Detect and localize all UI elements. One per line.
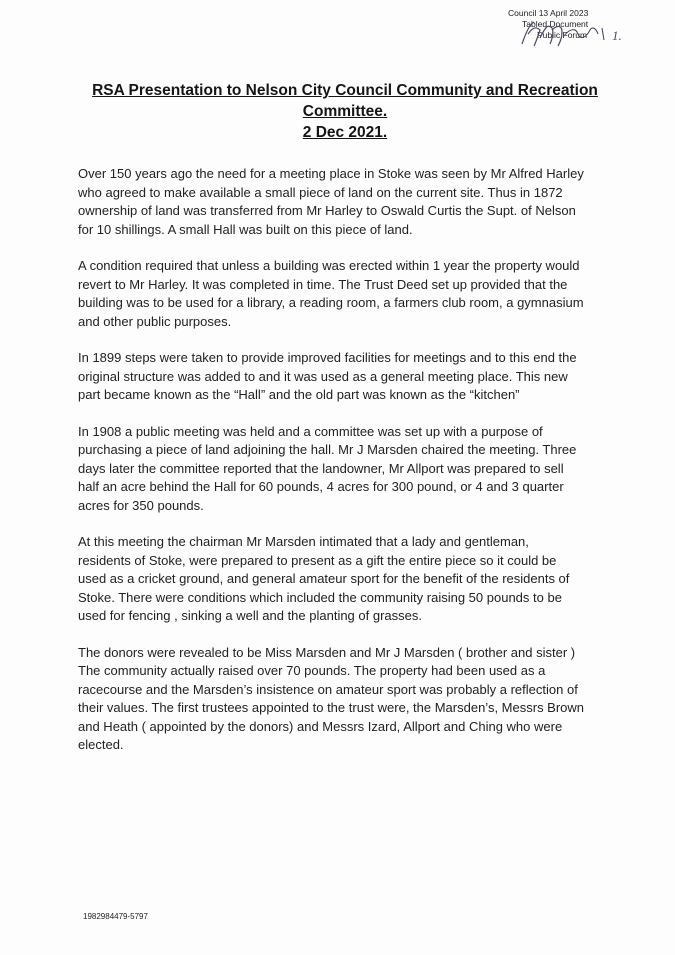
paragraph-line: The community actually raised over 70 pounds. The property had been used as a bbox=[78, 663, 546, 678]
paragraph-line: days later the committee reported that the landowner, Mr Allport was prepared to sell bbox=[78, 460, 564, 476]
paragraph-line: and Heath ( appointed by the donors) and Messrs Izard, Allport and Ching who were bbox=[78, 718, 563, 734]
paragraph-line: part became known as the “Hall” and the old part was known as the “kitchen” bbox=[78, 387, 520, 402]
stamp-line-tabled: Tabled Document bbox=[522, 19, 589, 29]
page-number: 1. bbox=[612, 28, 622, 43]
handwritten-signature bbox=[518, 18, 622, 50]
paragraph-line: racecourse and the Marsden’s insistence on amateur sport was probably a reflection of bbox=[78, 681, 578, 697]
paragraph-line: elected. bbox=[78, 737, 124, 752]
paragraph-line: their values. The first trustees appointed to the trust were, the Marsden’s, Messrs Brown bbox=[78, 700, 585, 715]
paragraph-line: original structure was added to and it was used as a general meeting place. This new bbox=[78, 368, 568, 384]
paragraph-line: At this meeting the chairman Mr Marsden intimated that a lady and gentleman, bbox=[78, 534, 529, 549]
paragraph-line: ownership of land was transferred from Mr Harley to Oswald Curtis the Supt. of Nelson bbox=[78, 203, 576, 218]
paragraph-line: building was to be used for a library, a reading room, a farmers club room, a gymnasium bbox=[78, 295, 584, 310]
paragraph-line: Stoke. There were conditions which included the community raising 50 pounds to be bbox=[78, 589, 562, 605]
paragraph-line: The donors were revealed to be Miss Marsden and Mr J Marsden ( brother and sister ) bbox=[78, 644, 576, 660]
paragraph-line: In 1908 a public meeting was held and a committee was set up with a purpose of bbox=[78, 423, 543, 439]
paragraph-line: who agreed to make available a small piece of land on the current site. Thus in 1872 bbox=[78, 184, 563, 200]
paragraph bbox=[78, 644, 623, 755]
paragraph-line: acres for 350 pounds. bbox=[78, 497, 204, 513]
stamp-line-forum: Public Forum bbox=[537, 30, 588, 40]
title-line-2: Committee. bbox=[302, 103, 388, 120]
paragraph-line: residents of Stoke, were prepared to present as a gift the entire piece so it could be bbox=[78, 552, 557, 568]
paragraph bbox=[78, 257, 623, 331]
document-body bbox=[78, 165, 623, 773]
title-line-1: RSA Presentation to Nelson City Council Community and Recreation bbox=[92, 82, 598, 99]
paragraph bbox=[78, 349, 623, 405]
document-id: 1982984479-5797 bbox=[83, 912, 148, 921]
paragraph-line: and other public purposes. bbox=[78, 313, 232, 329]
paragraph bbox=[78, 165, 623, 239]
paragraph-line: half an acre behind the Hall for 60 pounds, 4 acres for 300 pound, or 4 and 3 quarter bbox=[78, 479, 564, 494]
paragraph bbox=[78, 423, 623, 516]
paragraph-line: A condition required that unless a building was erected within 1 year the property would bbox=[78, 258, 580, 273]
paragraph-line: In 1899 steps were taken to provide improved facilities for meetings and to this end the bbox=[78, 350, 577, 365]
paragraph-line: revert to Mr Harley. It was completed in time. The Trust Deed set up provided that the bbox=[78, 276, 568, 292]
paragraph-line: Over 150 years ago the need for a meeting place in Stoke was seen by Mr Alfred Harley bbox=[78, 166, 584, 181]
paragraph-line: purchasing a piece of land adjoining the hall. Mr J Marsden chaired the meeting. Three bbox=[78, 442, 577, 457]
document-title bbox=[60, 80, 630, 143]
paragraph-line: used for fencing , sinking a well and the planting of grasses. bbox=[78, 608, 422, 623]
title-line-3: 2 Dec 2021. bbox=[302, 124, 388, 141]
paragraph bbox=[78, 533, 623, 626]
stamp-line-council-date: Council 13 April 2023 bbox=[508, 8, 589, 18]
paragraph-line: for 10 shillings. A small Hall was built on this piece of land. bbox=[78, 221, 413, 237]
paragraph-line: used as a cricket ground, and general amateur sport for the benefit of the residents of bbox=[78, 571, 570, 586]
